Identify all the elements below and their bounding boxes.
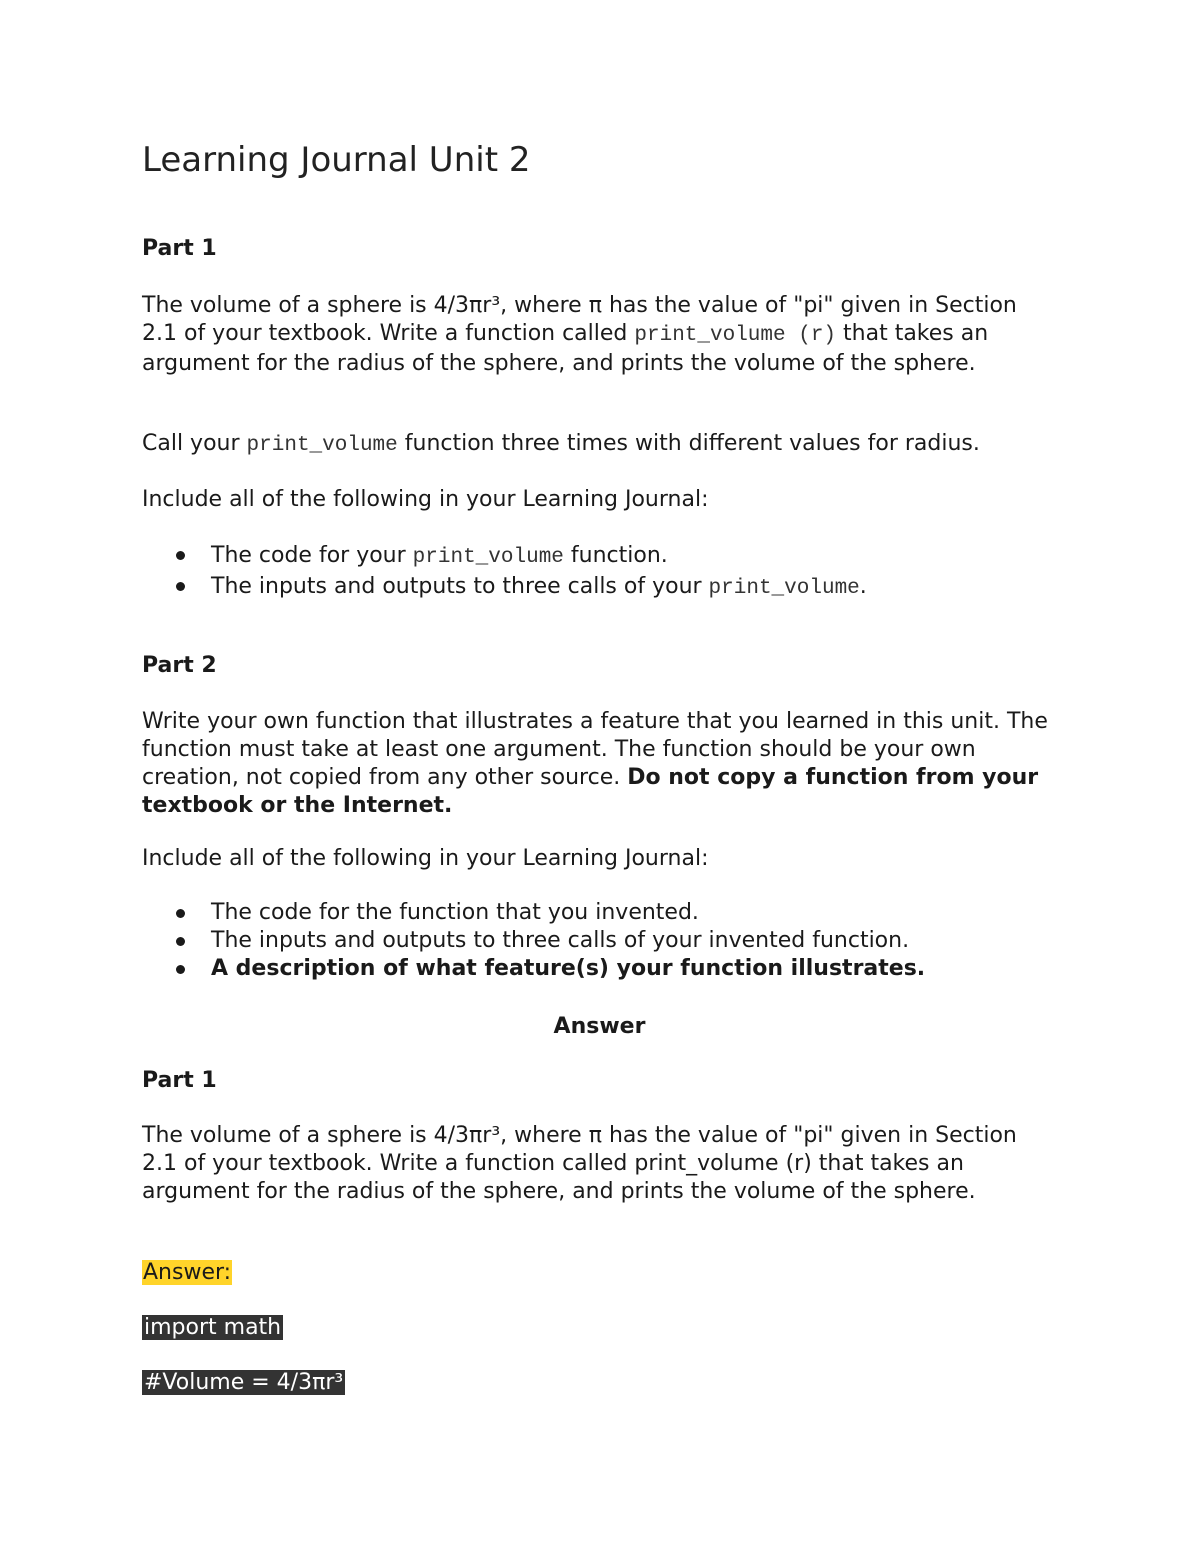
part2-bullet-list [142,899,1057,983]
part2-paragraph [142,708,1057,820]
part2-include-line: Include all of the following in your Learning Journal: [142,846,709,871]
part1-bullet-list [142,541,1057,603]
part1-para2-text-b: function three times with different values for radius. [397,431,980,456]
part1-bullet-2 [142,572,1057,603]
part2-bullet-1: The code for the function that you invented. [142,899,1057,927]
answer-label: Answer: [143,1260,232,1285]
part1-bullet1-text-b: function. [563,543,668,568]
part2-para-text: Write your own function that illustrates a feature that you learned in this unit. The function must take at least one argument. The function should be your own creation, not copied from any other source. [142,709,1048,790]
part1-heading: Part 1 [142,236,217,261]
part1-para2-text-a: Call your [142,431,247,456]
document-title: Learning Journal Unit 2 [142,140,531,180]
answer-part1-paragraph: The volume of a sphere is 4/3πr³, where π has the value of "pi" given in Section 2.1 of your textbook. Write a function called print_volume (r) that takes an argument for the radius of the sphere, and prints the volume of the sphere. [142,1123,1017,1204]
part1-include-line: Include all of the following in your Learning Journal: [142,487,709,512]
part1-para1-code: print_volume (r) [634,324,837,347]
part2-bullet-3: A description of what feature(s) your function illustrates. [142,955,1057,983]
part1-para2-code: print_volume [246,434,398,457]
answer-heading: Answer [553,1014,646,1039]
code-import-math: import math [144,1315,282,1340]
part1-para1-text-b: that takes an argument for the radius of the sphere, and prints the volume of the sphere. [142,321,989,376]
answer-part1-heading: Part 1 [142,1068,217,1093]
code-line-comment [142,1369,1057,1397]
part2-heading: Part 2 [142,653,217,678]
code-volume-comment: #Volume = 4/3πr³ [144,1370,344,1395]
part2-bullet-2: The inputs and outputs to three calls of your invented function. [142,927,1057,955]
code-line-import [142,1314,1057,1342]
part1-bullet1-code: print_volume [412,546,564,569]
part1-bullet2-code: print_volume [708,577,860,600]
part1-paragraph-2 [142,430,1057,460]
part1-bullet1-text-a: The code for your [211,543,413,568]
part1-bullet2-text-a: The inputs and outputs to three calls of your [211,574,709,599]
part1-paragraph-1 [142,292,1057,378]
answer-label-line [142,1259,1057,1287]
part1-para1-text-a: The volume of a sphere is 4/3πr³, where π has the value of "pi" given in Section 2.1 of your textbook. Write a function called [142,293,1017,346]
part1-bullet-1 [142,541,1057,572]
part1-bullet2-text-b: . [859,574,867,599]
part2-para-bold-text: Do not copy a function from your textbook or the Internet. [142,765,1039,818]
